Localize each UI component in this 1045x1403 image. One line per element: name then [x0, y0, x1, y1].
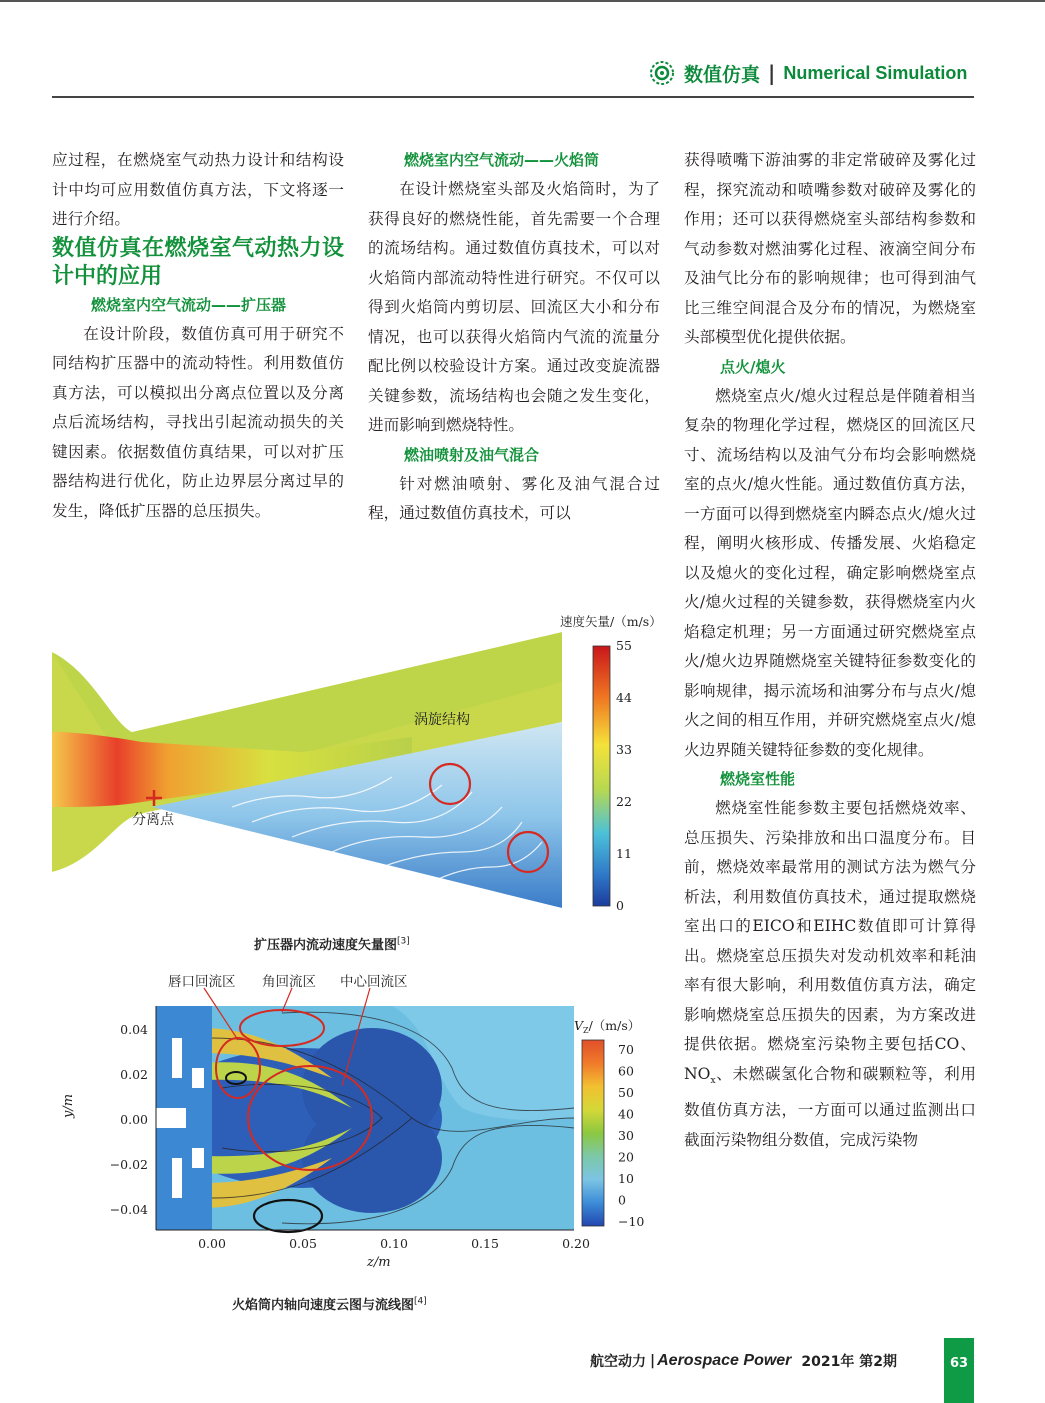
- top-border: [0, 0, 1045, 2]
- section-heading: 数值仿真在燃烧室气动热力设计中的应用: [52, 235, 344, 289]
- column-3: [684, 146, 976, 1155]
- colorbar-title: 速度矢量/（m/s）: [560, 614, 662, 629]
- subheading-performance: 燃烧室性能: [720, 770, 796, 788]
- lip-recirculation-label: 唇口回流区: [168, 974, 236, 990]
- y-tick-1: 0.02: [120, 1067, 148, 1082]
- column-1: [52, 146, 344, 526]
- x-tick-4: 0.20: [562, 1236, 590, 1251]
- footer-separator: |: [650, 1353, 656, 1369]
- section-title-cn: 数值仿真: [684, 63, 761, 86]
- swirl-logo-icon: [650, 61, 674, 85]
- x-tick-1: 0.05: [289, 1236, 317, 1251]
- center-recirculation-label: 中心回流区: [340, 974, 408, 990]
- colorbar2-tick-4: 30: [618, 1128, 634, 1143]
- header-separator: |: [768, 61, 776, 85]
- colorbar-tick-2: 33: [616, 742, 632, 757]
- paragraph-diffuser: 在设计阶段，数值仿真可用于研究不同结构扩压器中的流动特性。利用数值仿真方法，可以模拟出分离点位置以及分离点后流场结构，寻找出引起流动损失的关键因素。依据数值仿真结果，可以对扩压器结构进行优化，防止边界层分离过早的发生，降低扩压器的总压损失。: [52, 324, 344, 520]
- y-axis-label: y/m: [61, 1093, 76, 1118]
- colorbar-tick-0: 55: [616, 638, 632, 653]
- colorbar2-tick-8: −10: [618, 1214, 645, 1229]
- x-tick-0: 0.00: [198, 1236, 226, 1251]
- y-tick-4: −0.04: [109, 1202, 148, 1217]
- figure-1-caption: 扩压器内流动速度矢量图[3]: [254, 936, 410, 953]
- paragraph-ignition: 燃烧室点火/熄火过程总是伴随着相当复杂的物理化学过程，燃烧区的回流区尺寸、流场结构以及油气分布均会影响燃烧室的点火/熄火性能。通过数值仿真方法，一方面可以得到燃烧室内瞬态点火/熄火过程，阐明火核形成、传播发展、火焰稳定以及熄火的变化过程，确定影响燃烧室点火/熄火过程的关键参数，获得燃烧室内火焰稳定机理；另一方面通过研究燃烧室点火/熄火边界随燃烧室关键特征参数变化的影响规律，揭示流场和油雾分布与点火/熄火之间的相互作用，并研究燃烧室点火/熄火边界随关键特征参数的变化规律。: [684, 386, 976, 759]
- x-tick-3: 0.15: [471, 1236, 499, 1251]
- page-footer: [590, 1346, 897, 1376]
- liner-axial-velocity-figure: [52, 968, 672, 1268]
- figure-2-caption: 火焰筒内轴向速度云图与流线图[4]: [232, 1296, 427, 1313]
- separation-point-label: 分离点: [132, 812, 174, 828]
- subheading-liner: 燃烧室内空气流动——火焰筒: [404, 151, 600, 169]
- intro-paragraph: 应过程，在燃烧室气动热力设计和结构设计中均可应用数值仿真方法，下文将逐一进行介绍。: [52, 151, 344, 228]
- colorbar2-tick-3: 40: [618, 1106, 634, 1122]
- column-2: [368, 146, 660, 529]
- paragraph-performance: 燃烧室性能参数主要包括燃烧效率、总压损失、污染排放和出口温度分布。目前，燃烧效率最常用的测试方法为燃气分析法，利用数值仿真技术，通过提取燃烧室出口的EICO和EIHC数值即可计算得出。燃烧室总压损失对发动机效率和耗油率有很大影响，利用数值仿真方法，确定影响燃烧室总压损失的因素，为方案改进提供依据。燃烧室污染物主要包括CO、$NO_x$、未燃碳氢化合物和碳颗粒等，利用数值仿真方法，一方面可以通过监测出口截面污染物组分数值，完成污染物: [684, 799, 976, 1149]
- axial-velocity-colorbar: [582, 1040, 604, 1226]
- y-tick-2: 0.00: [120, 1112, 148, 1127]
- colorbar2-tick-5: 20: [618, 1149, 634, 1165]
- colorbar2-tick-7: 0: [618, 1192, 626, 1208]
- subheading-ignition: 点火/熄火: [720, 357, 786, 376]
- colorbar-title-2: $V_Z/(m/s)$: [574, 1018, 641, 1035]
- y-tick-0: 0.04: [120, 1022, 148, 1037]
- vortex-label: 涡旋结构: [414, 712, 470, 728]
- x-axis-label: z/m: [367, 1255, 391, 1268]
- colorbar-tick-5: 0: [616, 898, 624, 913]
- diffuser-velocity-figure: [52, 612, 672, 917]
- velocity-colorbar: [593, 646, 610, 906]
- subheading-fuel: 燃油喷射及油气混合: [404, 445, 540, 464]
- journal-name-en: Aerospace Power: [657, 1352, 792, 1369]
- issue-label: 2021年 第2期: [801, 1354, 897, 1370]
- colorbar2-tick-0: 70: [618, 1042, 634, 1057]
- y-tick-3: −0.02: [109, 1157, 148, 1172]
- section-title-en: Numerical Simulation: [783, 62, 968, 83]
- colorbar2-tick-2: 50: [618, 1085, 634, 1100]
- paragraph-liner: 在设计燃烧室头部及火焰筒时，为了获得良好的燃烧性能，首先需要一个合理的流场结构。通过数值仿真技术，可以对火焰筒内部流动特性进行研究。不仅可以得到火焰筒内剪切层、回流区大小和分布情况，也可以获得火焰筒内气流的流量分配比例以校验设计方案。通过改变旋流器关键参数，流场结构也会随之发生变化，进而影响到燃烧特性。: [368, 180, 660, 434]
- page-number: 63: [944, 1338, 974, 1403]
- colorbar2-tick-6: 10: [618, 1171, 634, 1186]
- x-tick-2: 0.10: [380, 1236, 408, 1251]
- colorbar-tick-3: 22: [616, 794, 632, 809]
- journal-name-cn: 航空动力: [590, 1354, 646, 1370]
- colorbar2-tick-1: 60: [618, 1063, 634, 1079]
- paragraph-fuel: 针对燃油喷射、雾化及油气混合过程，通过数值仿真技术，可以: [368, 474, 660, 522]
- subheading-diffuser: 燃烧室内空气流动——扩压器: [91, 295, 287, 314]
- colorbar-tick-4: 11: [616, 846, 632, 861]
- header-rule: [52, 96, 974, 98]
- paragraph-atomization: 获得喷嘴下游油雾的非定常破碎及雾化过程，探究流动和喷嘴参数对破碎及雾化的作用；还可以获得燃烧室头部结构参数和气动参数对燃油雾化过程、液滴空间分布及油气比分布的影响规律；也可得到油气比三维空间混合及分布的情况，为燃烧室头部模型优化提供依据。: [684, 151, 976, 346]
- page-header: [650, 58, 980, 88]
- colorbar-tick-1: 44: [616, 690, 632, 705]
- corner-recirculation-label: 角回流区: [262, 974, 316, 990]
